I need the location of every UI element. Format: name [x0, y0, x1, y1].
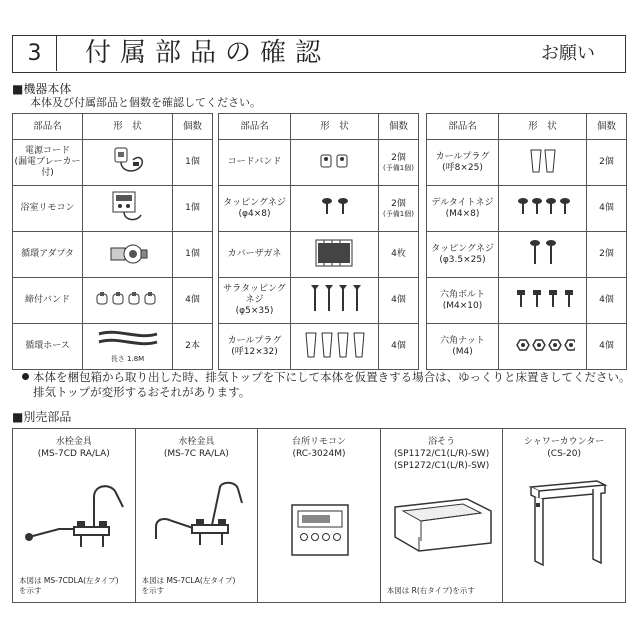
col-header-name: 部品名: [219, 114, 291, 140]
table-row: [219, 186, 419, 232]
part-qty: 4個: [379, 324, 419, 370]
optional-item-name: 台所リモコン: [291, 437, 346, 447]
section-header: [12, 35, 626, 73]
optional-item-model: (SP1172/C1(L/R)-SW): [393, 449, 490, 459]
table-row: [219, 232, 419, 278]
optional-item-model: (CS-20): [547, 449, 582, 459]
part-name: 循環ホース: [13, 324, 83, 370]
part-qty: 1個: [173, 186, 213, 232]
optional-item: [136, 429, 259, 602]
optional-item-caption: 本図は R(右タイプ)を示す: [386, 586, 475, 595]
part-name: デルタイトネジ: [431, 197, 494, 208]
parts-table-2: [218, 113, 419, 370]
part-qty: 4個: [173, 278, 213, 324]
shower-counter-illustration: [509, 477, 619, 577]
circulation-hose-illustration: [83, 324, 173, 370]
part-name: 六角ボルト: [439, 289, 485, 300]
main-section-title: ■機器本体: [12, 82, 72, 96]
part-name: コードバンド: [219, 140, 291, 186]
curl-plug-large-illustration: [291, 324, 379, 370]
part-qty: 1個: [173, 232, 213, 278]
part-name-detail: (M4×10): [442, 300, 483, 311]
part-name: カールプラグ: [227, 335, 282, 346]
deltite-screw-illustration: [499, 186, 587, 232]
col-header-name: 部品名: [427, 114, 499, 140]
parts-table-1: [12, 113, 213, 370]
table-row: [427, 232, 627, 278]
part-qty: 2本: [173, 324, 213, 370]
part-qty: 2個: [587, 140, 627, 186]
warning-line-1: 本体を梱包箱から取り出した時、排気トップを下にして本体を仮置きする場合は、ゆっくりと床置きしてください。: [33, 370, 631, 384]
part-name-size: (φ5×35): [235, 306, 274, 316]
table-row: [427, 140, 627, 186]
hex-nut-illustration: [499, 324, 587, 370]
col-header-shape: 形 状: [291, 114, 379, 140]
table-row: [219, 324, 419, 370]
optional-item-caption: 本図は MS-7CLA(左タイプ): [141, 576, 236, 585]
tapping-screw-illustration: [291, 186, 379, 232]
part-name: タッピングネジ: [431, 243, 494, 254]
optional-item-caption: 本図は MS-7CDLA(左タイプ): [19, 576, 119, 585]
optional-item: [503, 429, 625, 602]
col-header-qty: 個数: [379, 114, 419, 140]
part-qty-note: (予備1個): [383, 209, 414, 218]
part-name-detail: (漏電ブレーカー付): [14, 157, 81, 178]
part-name: サラタッピング: [223, 284, 286, 294]
optional-parts-panel: [12, 428, 626, 603]
part-qty: 2個: [587, 232, 627, 278]
warning-note: [22, 370, 631, 400]
bullet-icon: [22, 373, 29, 380]
table-row: [219, 140, 419, 186]
cover-plate-illustration: [291, 232, 379, 278]
part-qty: 1個: [173, 140, 213, 186]
faucet-illustration: [142, 477, 252, 557]
table-row: [13, 140, 213, 186]
part-name: 六角ナット: [440, 335, 485, 346]
optional-item-model: (MS-7CD RA/LA): [37, 449, 110, 459]
optional-item-model: (RC-3024M): [292, 449, 346, 459]
optional-item-name: 浴そう: [428, 437, 456, 447]
part-qty: 4個: [587, 324, 627, 370]
part-name-detail: (呼8×25): [442, 162, 483, 173]
main-section-instruction: 本体及び付属部品と個数を確認してください。: [30, 96, 261, 109]
col-header-shape: 形 状: [83, 114, 173, 140]
bathtub-illustration: [387, 477, 497, 557]
circulation-adapter-illustration: [83, 232, 173, 278]
table-row: [427, 324, 627, 370]
section-title: 付属部品の確認: [85, 38, 331, 68]
part-name: カバーザガネ: [219, 232, 291, 278]
part-name-detail: (呼12×32): [231, 346, 278, 357]
cord-band-illustration: [291, 140, 379, 186]
bath-remote-illustration: [83, 186, 173, 232]
power-cord-illustration: [83, 140, 173, 186]
kitchen-remote-illustration: [264, 477, 374, 557]
faucet-shower-illustration: [19, 477, 129, 557]
col-header-qty: 個数: [587, 114, 627, 140]
optional-item-caption-2: を示す: [19, 586, 42, 595]
part-name: 循環アダプタ: [13, 232, 83, 278]
flat-tapping-screw-illustration: [291, 278, 379, 324]
part-qty: 4個: [587, 186, 627, 232]
curl-plug-small-illustration: [499, 140, 587, 186]
optional-item-caption-2: を示す: [141, 586, 165, 595]
optional-item: [258, 429, 381, 602]
part-qty: 4枚: [379, 232, 419, 278]
parts-table-3: [426, 113, 627, 370]
hex-bolt-illustration: [499, 278, 587, 324]
col-header-shape: 形 状: [499, 114, 587, 140]
part-name-detail: (φ4×8): [238, 208, 271, 219]
clamp-band-illustration: [83, 278, 173, 324]
tapping-screw-long-illustration: [499, 232, 587, 278]
part-name: 電源コード: [24, 146, 70, 156]
table-row: [427, 186, 627, 232]
part-qty-note: (予備1個): [383, 163, 414, 172]
part-name-detail: (M4×8): [445, 208, 480, 219]
optional-item: [13, 429, 136, 602]
part-name: 締付バンド: [13, 278, 83, 324]
table-row: [219, 278, 419, 324]
col-header-qty: 個数: [173, 114, 213, 140]
optional-section-title: ■別売部品: [12, 410, 72, 424]
part-qty: 4個: [587, 278, 627, 324]
part-qty: 4個: [379, 278, 419, 324]
section-subtitle: お願い: [541, 43, 595, 64]
hose-length-caption: 長さ 1.8M: [110, 355, 145, 363]
optional-item-model: (MS-7C RA/LA): [163, 449, 229, 459]
part-name: タッピングネジ: [223, 197, 286, 208]
part-qty: 2個: [391, 198, 406, 209]
part-name-detail: (M4): [452, 346, 473, 357]
part-qty: 2個: [391, 152, 406, 163]
part-name: 浴室リモコン: [13, 186, 83, 232]
part-name-detail: (φ3.5×25): [439, 254, 486, 265]
optional-item-name: シャワーカウンター: [524, 437, 605, 447]
table-row: [13, 278, 213, 324]
warning-line-2: 排気トップが変形するおそれがあります。: [33, 385, 251, 399]
col-header-name: 部品名: [13, 114, 83, 140]
part-name-detail: ネジ: [245, 295, 264, 305]
table-row: [13, 186, 213, 232]
table-row: [427, 278, 627, 324]
optional-item-name: 水栓金具: [55, 437, 92, 447]
table-row: [13, 324, 213, 370]
part-name: カールプラグ: [435, 151, 490, 162]
optional-item: [381, 429, 504, 602]
section-number: 3: [13, 36, 57, 71]
optional-item-model-2: (SP1272/C1(L/R)-SW): [393, 461, 490, 471]
table-row: [13, 232, 213, 278]
optional-item-name: 水栓金具: [178, 437, 215, 447]
